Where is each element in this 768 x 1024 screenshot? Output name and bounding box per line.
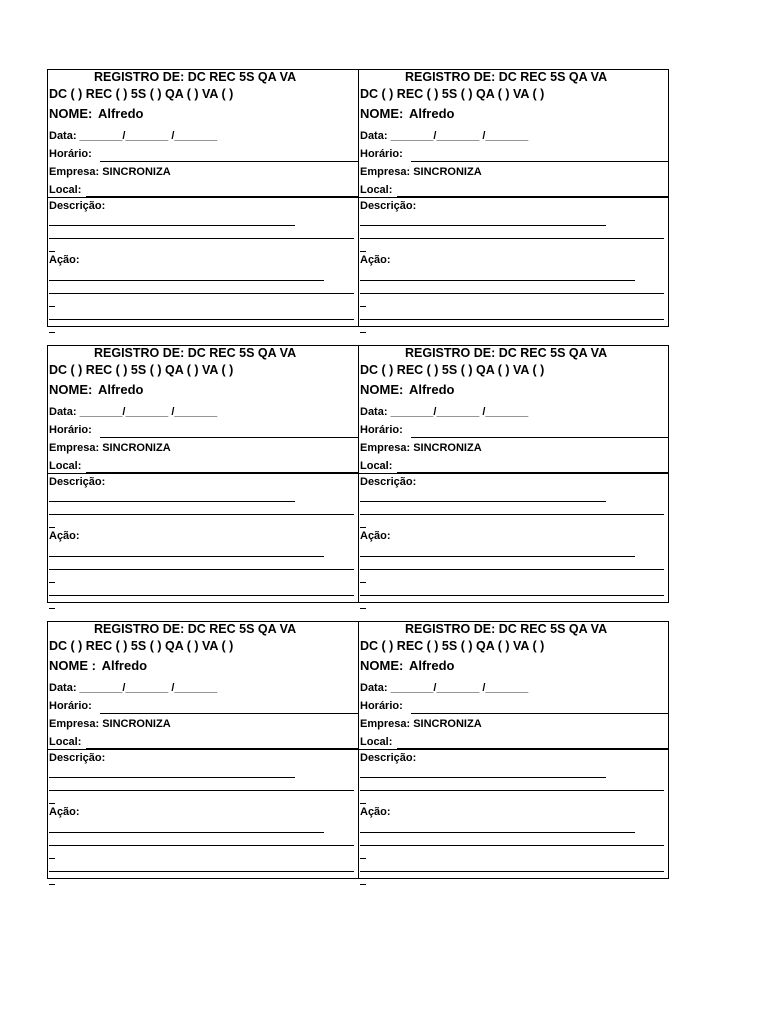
acao-line-2-end (49, 582, 55, 583)
local-label: Local: (49, 184, 82, 196)
acao-line-3[interactable] (360, 871, 664, 872)
data-row (49, 682, 357, 694)
nome-label: NOME : (49, 658, 96, 673)
horario-row (49, 700, 357, 712)
acao-line-2[interactable] (360, 569, 664, 570)
horario-row (49, 424, 357, 436)
descricao-line-2[interactable] (49, 238, 354, 239)
horario-input-line[interactable] (100, 161, 358, 162)
empresa-label: Empresa: (360, 718, 411, 730)
local-divider (359, 473, 668, 474)
descricao-line-1[interactable] (49, 501, 295, 502)
descricao-label: Descrição: (360, 200, 417, 212)
registro-card (48, 70, 358, 326)
acao-line-2[interactable] (360, 845, 664, 846)
data-label: Data: (360, 130, 388, 142)
horario-label: Horário: (360, 700, 403, 712)
data-blank[interactable]: _______/_______ /_______ (390, 682, 529, 694)
horario-row (360, 700, 667, 712)
empresa-row (49, 166, 357, 178)
form-row (47, 621, 669, 879)
acao-line-2-end (360, 858, 366, 859)
local-divider (48, 473, 358, 474)
data-label: Data: (49, 682, 77, 694)
empresa-value: SINCRONIZA (413, 166, 482, 178)
descricao-line-1[interactable] (360, 501, 606, 502)
horario-input-line[interactable] (100, 713, 358, 714)
card-title: REGISTRO DE: DC REC 5S QA VA (405, 70, 608, 84)
nome-value: Alfredo (408, 382, 455, 397)
local-divider (48, 749, 358, 750)
data-blank[interactable]: _______/_______ /_______ (390, 130, 529, 142)
data-blank[interactable]: _______/_______ /_______ (79, 130, 218, 142)
data-row (360, 406, 667, 418)
descricao-line-1[interactable] (360, 225, 606, 226)
form-grid (47, 69, 669, 897)
acao-line-3[interactable] (49, 319, 354, 320)
empresa-label: Empresa: (360, 442, 411, 454)
card-title: REGISTRO DE: DC REC 5S QA VA (94, 622, 297, 636)
data-row (49, 130, 357, 142)
nome-value: Alfredo (408, 658, 455, 673)
local-label: Local: (49, 736, 82, 748)
local-label: Local: (360, 460, 393, 472)
local-label: Local: (49, 460, 82, 472)
local-label: Local: (360, 736, 393, 748)
nome-row (360, 658, 667, 673)
nome-label: NOME: (360, 382, 404, 397)
data-row (360, 130, 667, 142)
nome-row (49, 106, 357, 121)
acao-line-3-end (360, 884, 366, 885)
empresa-label: Empresa: (49, 166, 100, 178)
acao-line-3-end (360, 608, 366, 609)
descricao-line-2[interactable] (49, 790, 354, 791)
category-options: DC ( ) REC ( ) 5S ( ) QA ( ) VA ( ) (360, 639, 545, 653)
nome-value: Alfredo (97, 106, 144, 121)
horario-input-line[interactable] (411, 161, 668, 162)
nome-label: NOME: (360, 658, 404, 673)
descricao-line-2[interactable] (360, 514, 664, 515)
acao-label: Ação: (49, 254, 80, 266)
horario-input-line[interactable] (100, 437, 358, 438)
acao-line-3[interactable] (360, 595, 664, 596)
descricao-line-2[interactable] (360, 238, 664, 239)
nome-row (360, 382, 667, 397)
descricao-line-end (360, 251, 366, 252)
local-divider (48, 197, 358, 198)
nome-label: NOME: (360, 106, 404, 121)
horario-input-line[interactable] (411, 713, 668, 714)
horario-row (360, 424, 667, 436)
empresa-value: SINCRONIZA (102, 718, 171, 730)
descricao-line-1[interactable] (360, 777, 606, 778)
acao-line-1[interactable] (360, 832, 635, 833)
descricao-line-end (49, 527, 55, 528)
data-label: Data: (49, 406, 77, 418)
nome-label: NOME: (49, 106, 93, 121)
acao-line-1[interactable] (360, 280, 635, 281)
empresa-label: Empresa: (360, 166, 411, 178)
descricao-line-end (49, 251, 55, 252)
acao-label: Ação: (360, 254, 391, 266)
category-options: DC ( ) REC ( ) 5S ( ) QA ( ) VA ( ) (49, 639, 234, 653)
acao-line-2-end (49, 306, 55, 307)
local-row (49, 460, 357, 472)
acao-line-2-end (360, 582, 366, 583)
empresa-value: SINCRONIZA (102, 166, 171, 178)
horario-label: Horário: (49, 148, 92, 160)
horario-row (49, 148, 357, 160)
local-row (49, 184, 357, 196)
data-label: Data: (360, 682, 388, 694)
acao-label: Ação: (49, 530, 80, 542)
acao-line-2-end (49, 858, 55, 859)
empresa-row (49, 718, 357, 730)
acao-line-2-end (360, 306, 366, 307)
form-row (47, 69, 669, 327)
descricao-line-end (360, 803, 366, 804)
horario-row (360, 148, 667, 160)
data-row (49, 406, 357, 418)
card-title: REGISTRO DE: DC REC 5S QA VA (94, 70, 297, 84)
horario-label: Horário: (49, 424, 92, 436)
registro-card (358, 70, 668, 326)
acao-line-3-end (49, 608, 55, 609)
category-options: DC ( ) REC ( ) 5S ( ) QA ( ) VA ( ) (360, 363, 545, 377)
data-blank[interactable]: _______/_______ /_______ (79, 406, 218, 418)
descricao-label: Descrição: (360, 752, 417, 764)
nome-row (49, 658, 357, 673)
descricao-label: Descrição: (49, 752, 106, 764)
nome-value: Alfredo (408, 106, 455, 121)
card-title: REGISTRO DE: DC REC 5S QA VA (405, 622, 608, 636)
acao-line-1[interactable] (49, 280, 324, 281)
form-row (47, 345, 669, 603)
descricao-line-2[interactable] (360, 790, 664, 791)
horario-label: Horário: (360, 424, 403, 436)
acao-line-3-end (360, 332, 366, 333)
card-title: REGISTRO DE: DC REC 5S QA VA (94, 346, 297, 360)
acao-label: Ação: (49, 806, 80, 818)
horario-label: Horário: (49, 700, 92, 712)
data-blank[interactable]: _______/_______ /_______ (79, 682, 218, 694)
empresa-label: Empresa: (49, 718, 100, 730)
nome-label: NOME: (49, 382, 93, 397)
empresa-row (360, 442, 667, 454)
local-row (360, 460, 667, 472)
descricao-label: Descrição: (49, 200, 106, 212)
acao-line-1[interactable] (360, 556, 635, 557)
descricao-line-end (360, 527, 366, 528)
nome-row (49, 382, 357, 397)
horario-input-line[interactable] (411, 437, 668, 438)
acao-line-3[interactable] (49, 871, 354, 872)
acao-line-3-end (49, 332, 55, 333)
registro-card (48, 346, 358, 602)
empresa-label: Empresa: (49, 442, 100, 454)
local-divider (359, 197, 668, 198)
nome-value: Alfredo (97, 382, 144, 397)
empresa-row (360, 718, 667, 730)
acao-line-2[interactable] (360, 293, 664, 294)
descricao-label: Descrição: (49, 476, 106, 488)
acao-label: Ação: (360, 806, 391, 818)
descricao-label: Descrição: (360, 476, 417, 488)
category-options: DC ( ) REC ( ) 5S ( ) QA ( ) VA ( ) (360, 87, 545, 101)
acao-line-1[interactable] (49, 832, 324, 833)
descricao-line-1[interactable] (49, 225, 295, 226)
acao-line-1[interactable] (49, 556, 324, 557)
acao-line-2[interactable] (49, 845, 354, 846)
empresa-value: SINCRONIZA (413, 442, 482, 454)
nome-value: Alfredo (101, 658, 148, 673)
card-title: REGISTRO DE: DC REC 5S QA VA (405, 346, 608, 360)
data-blank[interactable]: _______/_______ /_______ (390, 406, 529, 418)
registro-card (48, 622, 358, 878)
local-label: Local: (360, 184, 393, 196)
empresa-value: SINCRONIZA (102, 442, 171, 454)
registro-card (358, 346, 668, 602)
horario-label: Horário: (360, 148, 403, 160)
data-row (360, 682, 667, 694)
data-label: Data: (360, 406, 388, 418)
registro-card (358, 622, 668, 878)
acao-line-3[interactable] (49, 595, 354, 596)
category-options: DC ( ) REC ( ) 5S ( ) QA ( ) VA ( ) (49, 363, 234, 377)
acao-line-3-end (49, 884, 55, 885)
local-row (360, 184, 667, 196)
category-options: DC ( ) REC ( ) 5S ( ) QA ( ) VA ( ) (49, 87, 234, 101)
empresa-row (49, 442, 357, 454)
descricao-line-end (49, 803, 55, 804)
descricao-line-2[interactable] (49, 514, 354, 515)
data-label: Data: (49, 130, 77, 142)
nome-row (360, 106, 667, 121)
acao-line-2[interactable] (49, 569, 354, 570)
local-divider (359, 749, 668, 750)
local-row (360, 736, 667, 748)
local-row (49, 736, 357, 748)
acao-line-2[interactable] (49, 293, 354, 294)
acao-line-3[interactable] (360, 319, 664, 320)
empresa-value: SINCRONIZA (413, 718, 482, 730)
descricao-line-1[interactable] (49, 777, 295, 778)
acao-label: Ação: (360, 530, 391, 542)
empresa-row (360, 166, 667, 178)
